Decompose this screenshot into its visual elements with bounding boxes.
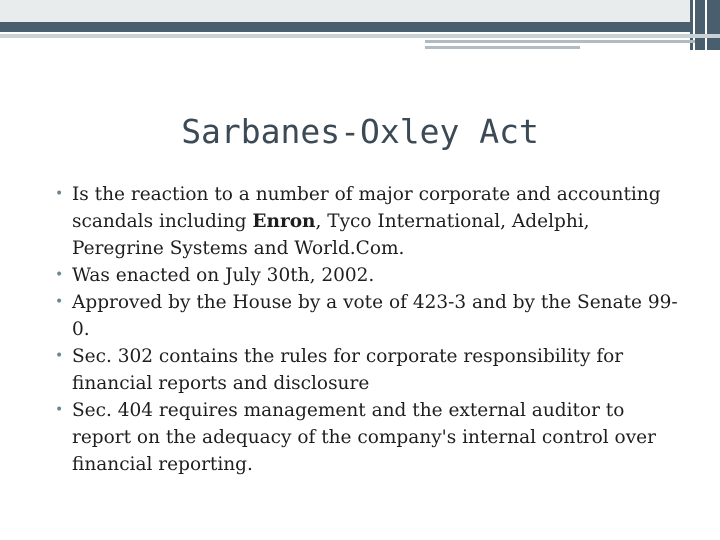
- bullet-marker: •: [55, 267, 64, 283]
- bullet-marker: •: [55, 186, 64, 202]
- bullet-marker: •: [55, 294, 64, 310]
- header-corner-stripe: [705, 0, 707, 50]
- bullet-text: Sec. 302 contains the rules for corporate responsibility for financial reports and disclosure: [72, 346, 624, 394]
- header-accent-line: [425, 40, 695, 43]
- slide-title: Sarbanes-Oxley Act: [181, 112, 539, 151]
- bullet-list: [52, 181, 682, 478]
- bullet-item: [52, 397, 682, 478]
- bullet-item: [52, 289, 682, 343]
- bullet-item: [52, 343, 682, 397]
- bullet-item: [52, 262, 682, 289]
- bullet-marker: •: [55, 348, 64, 364]
- bullet-text: Is the reaction to a number of major corporate and accounting scandals including: [72, 184, 661, 232]
- bullet-text: , Tyco International, Adelphi, Peregrine Systems and World.Com.: [72, 211, 590, 259]
- bullet-text: Sec. 404 requires management and the external auditor to report on the adequacy of the company's internal control over financial reporting.: [72, 400, 656, 475]
- bullet-text-bold: Enron: [252, 211, 316, 232]
- bullet-marker: •: [55, 402, 64, 418]
- header-band: [0, 22, 720, 32]
- header-accent-line: [425, 46, 580, 49]
- header-accent-line: [0, 34, 720, 38]
- bullet-text: Was enacted on July 30th, 2002.: [72, 265, 375, 286]
- header-band-light: [0, 0, 720, 22]
- bullet-item: [52, 181, 682, 262]
- bullet-text: Approved by the House by a vote of 423-3 and by the Senate 99-0.: [72, 292, 678, 340]
